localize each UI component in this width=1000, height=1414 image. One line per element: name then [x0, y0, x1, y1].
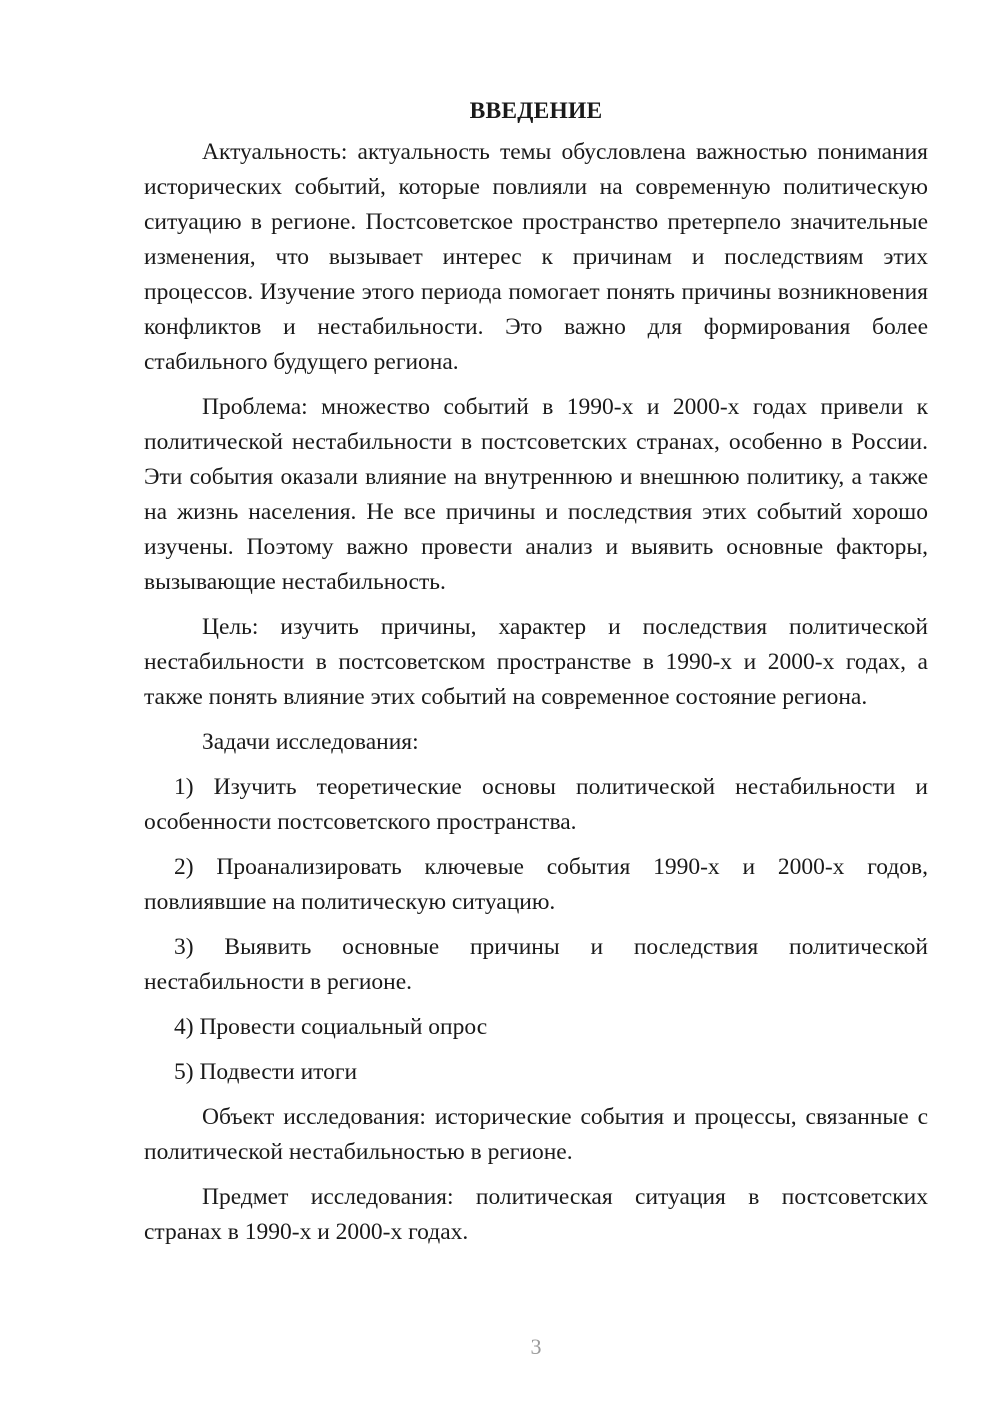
- paragraph-object: Объект исследования: исторические события и процессы, связанные с политической нестабильностью в регионе.: [144, 1104, 928, 1165]
- task-item-2: 2) Проанализировать ключевые события 1990-х и 2000-х годов, повлиявшие на политическую ситуацию.: [144, 854, 928, 915]
- task-item-1: 1) Изучить теоретические основы политической нестабильности и особенности постсоветского пространства.: [144, 774, 928, 835]
- paragraph-tasks-heading: Задачи исследования:: [202, 729, 419, 755]
- document-body: [144, 94, 928, 1260]
- paragraph-goal: Цель: изучить причины, характер и последствия политической нестабильности в постсоветском пространстве в 1990-х и 2000-х годах, а также понять влияние этих событий на современное состояние региона.: [144, 614, 928, 710]
- task-item-5: 5) Подвести итоги: [174, 1059, 358, 1085]
- paragraph-relevance: Актуальность: актуальность темы обусловлена важностью понимания исторических событий, которые повлияли на современную политическую ситуацию в регионе. Постсоветское пространство претерпело значительные изменения, что вызывает интерес к причинам и последствиям этих процессов. Изучение этого периода помогает понять причины возникновения конфликтов и нестабильности. Это важно для формирования более стабильного будущего региона.: [144, 139, 928, 375]
- paragraph-problem: Проблема: множество событий в 1990-х и 2000-х годах привели к политической нестабильности в постсоветских странах, особенно в России. Эти события оказали влияние на внутреннюю и внешнюю политику, а также на жизнь населения. Не все причины и последствия этих событий хорошо изучены. Поэтому важно провести анализ и выявить основные факторы, вызывающие нестабильность.: [144, 394, 928, 595]
- task-item-3: 3) Выявить основные причины и последствия политической нестабильности в регионе.: [144, 934, 928, 995]
- paragraph-subject: Предмет исследования: политическая ситуация в постсоветских странах в 1990-х и 2000-х годах.: [144, 1184, 928, 1245]
- page-number: 3: [530, 1334, 542, 1359]
- task-item-4: 4) Провести социальный опрос: [174, 1014, 488, 1040]
- section-title: ВВЕДЕНИЕ: [469, 98, 603, 124]
